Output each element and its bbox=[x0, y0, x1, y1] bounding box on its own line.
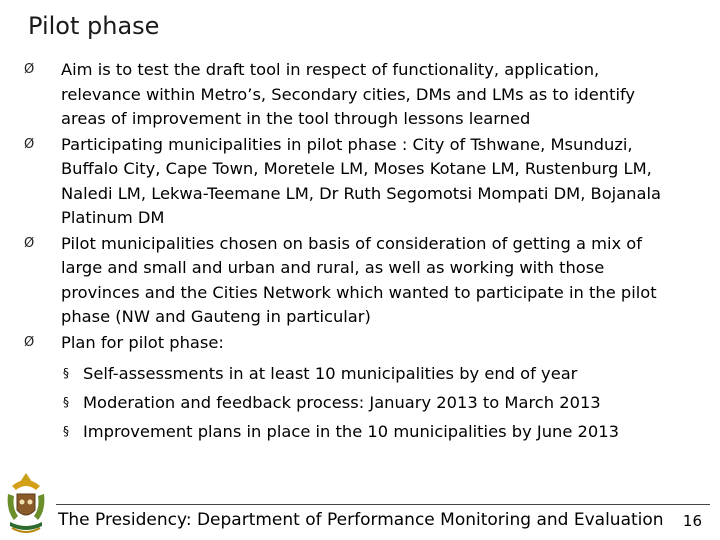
arrow-bullet-icon: Ø bbox=[24, 235, 35, 251]
coat-of-arms-logo bbox=[2, 470, 50, 538]
bullet-text: Participating municipalities in pilot phase : City of Tshwane, Msunduzi, Buffalo City, Cape Town, Moretele LM, Moses Kotane LM, Rustenburg LM, Naledi LM, Lekwa-Teemane LM, Dr Ruth Segomotsi Mompati DM, Bojanala Platinum DM bbox=[61, 134, 661, 227]
bullet-item bbox=[24, 133, 684, 231]
sub-bullet-item bbox=[61, 417, 684, 446]
page-number: 16 bbox=[682, 512, 702, 530]
square-bullet-icon: § bbox=[63, 366, 69, 380]
bullet-list bbox=[24, 58, 684, 447]
footer-text: The Presidency: Department of Performance Monitoring and Evaluation bbox=[58, 510, 664, 530]
bullet-item bbox=[24, 331, 684, 447]
sub-bullet-item bbox=[61, 359, 684, 388]
square-bullet-icon: § bbox=[63, 395, 69, 409]
sub-bullet-text: Moderation and feedback process: January 2013 to March 2013 bbox=[83, 393, 601, 412]
sub-bullet-list bbox=[61, 359, 684, 446]
coat-of-arms-icon bbox=[8, 473, 45, 532]
arrow-bullet-icon: Ø bbox=[24, 136, 35, 152]
bullet-item bbox=[24, 58, 684, 132]
footer-divider bbox=[56, 504, 710, 505]
arrow-bullet-icon: Ø bbox=[24, 62, 35, 77]
bullet-item bbox=[24, 232, 684, 330]
sub-bullet-text: Improvement plans in place in the 10 municipalities by June 2013 bbox=[83, 422, 619, 441]
slide-title: Pilot phase bbox=[28, 12, 160, 40]
sub-bullet-text: Self-assessments in at least 10 municipalities by end of year bbox=[83, 364, 578, 383]
square-bullet-icon: § bbox=[63, 424, 69, 438]
sub-bullet-item bbox=[61, 388, 684, 417]
bullet-text: Pilot municipalities chosen on basis of consideration of getting a mix of large and small and urban and rural, as well as working with those provinces and the Cities Network which wanted to participate in the pilot phase (NW and Gauteng in particular) bbox=[61, 233, 657, 326]
bullet-text: Plan for pilot phase: bbox=[61, 332, 224, 352]
bullet-text: Aim is to test the draft tool in respect of functionality, application, relevance within Metro’s, Secondary cities, DMs and LMs as to identify areas of improvement in the tool through lessons learned bbox=[61, 60, 636, 128]
arrow-bullet-icon: Ø bbox=[24, 334, 35, 350]
